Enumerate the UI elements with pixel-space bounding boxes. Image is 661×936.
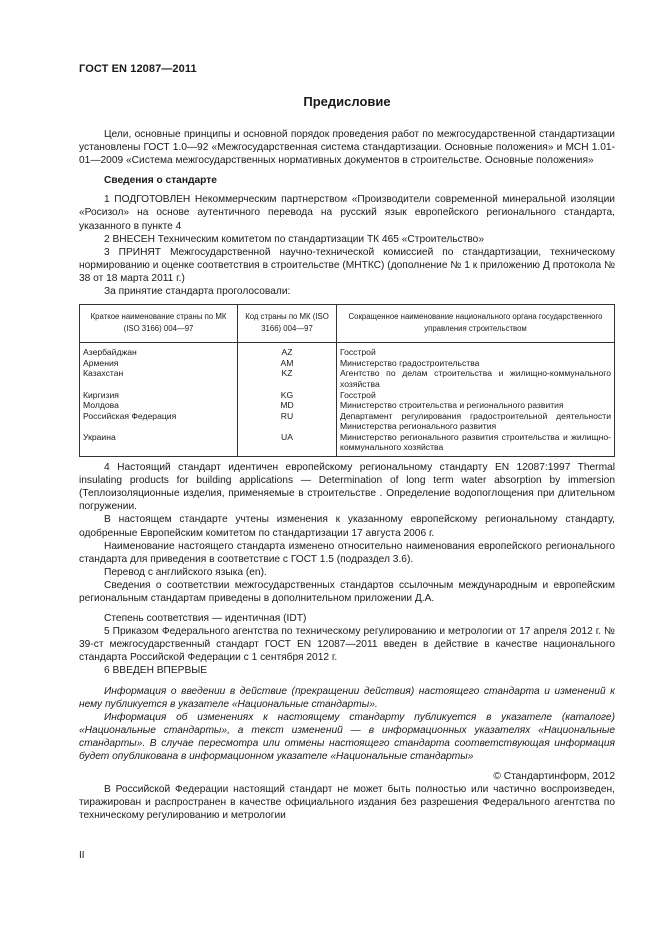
cell-country: Украина <box>80 432 238 457</box>
item-4-references: Сведения о соответствии межгосударственных стандартов ссылочным международным и европейским региональным стандартам приведены в дополнительном приложении Д.А. <box>79 579 615 604</box>
item-4-translation: Перевод с английского языка (en). <box>104 566 267 578</box>
voting-intro: За принятие стандарта проголосовали: <box>104 286 291 298</box>
table-row <box>80 432 615 457</box>
section-heading: Сведения о стандарте <box>104 175 217 187</box>
cell-code: KZ <box>238 368 337 389</box>
cell-country: Молдова <box>80 400 238 411</box>
info-paragraph-2: Информация об изменениях к настоящему стандарту публикуется в указателе (каталоге) «Национальные стандарты», а текст изменений — в информационных указателях «Национальные стандарты». В случае пересмотра или отмены настоящего стандарта соответствующая информация будет опубликована в информационном указателе «Национальные стандарты» <box>79 711 615 763</box>
table-row <box>80 411 615 432</box>
cell-code: UA <box>238 432 337 457</box>
cell-code: AZ <box>238 343 337 358</box>
cell-country: Азербайджан <box>80 343 238 358</box>
copyright-notice: © Стандартинформ, 2012 <box>493 771 615 783</box>
cell-authority: Министерство градостроительства <box>337 358 615 369</box>
header-country: Краткое наименование страны по МК (ISO 3166) 004—97 <box>80 305 238 343</box>
item-4: 4 Настоящий стандарт идентичен европейскому региональному стандарту EN 12087:1997 Thermal insulating products for building applications — Determination of long term water absorption by immersion (Теплоизоляционные изделия, применяемые в строительстве . Определение водопоглощения при длительном погружении. <box>79 462 615 513</box>
cell-country: Киргизия <box>80 390 238 401</box>
cell-code: MD <box>238 400 337 411</box>
page-number: II <box>79 850 85 861</box>
item-6: 6 ВВЕДЕН ВПЕРВЫЕ <box>104 665 208 677</box>
item-4-changes: В настоящем стандарте учтены изменения к указанному европейскому региональному стандарту, одобренные Европейским комитетом по стандартизации 17 августа 2006 г. <box>79 514 615 539</box>
info-paragraph-1: Информация о введении в действие (прекращении действия) настоящего стандарта и изменений к нему публикуется в указателе «Национальные стандарты». <box>79 685 615 710</box>
table-row <box>80 368 615 389</box>
item-3: 3 ПРИНЯТ Межгосударственной научно-технической комиссией по стандартизации, техническому нормированию и оценке соответствия в строительстве (МНТКС) (дополнение № 1 к приложению Д протокола № 38 от 18 марта 2011 г.) <box>79 246 615 284</box>
page-title: Предисловие <box>303 94 391 109</box>
cell-country: Российская Федерация <box>80 411 238 432</box>
table-row <box>80 390 615 401</box>
cell-code: AM <box>238 358 337 369</box>
voting-table <box>79 304 615 457</box>
cell-authority: Госстрой <box>337 343 615 358</box>
table-row <box>80 400 615 411</box>
cell-country: Казахстан <box>80 368 238 389</box>
degree-of-correspondence: Степень соответствия — идентичная (IDT) <box>104 613 307 625</box>
cell-authority: Министерство регионального развития строительства и жилищно-коммунального хозяйства <box>337 432 615 457</box>
cell-authority: Департамент регулирования градостроительной деятельности Министерства регионального развития <box>337 411 615 432</box>
table-row <box>80 343 615 358</box>
header-code: Код страны по МК (ISO 3166) 004—97 <box>238 305 337 343</box>
item-4-title-note: Наименование настоящего стандарта изменено относительно наименования европейского регионального стандарта для приведения в соответствие с ГОСТ 1.5 (подраздел 3.6). <box>79 540 615 565</box>
rights-notice: В Российской Федерации настоящий стандарт не может быть полностью или частично воспроизведен, тиражирован и распространен в качестве официального издания без разрешения Федерального агентства по техническому регулированию и метрологии <box>79 784 615 822</box>
header-authority: Сокращенное наименование национального органа государственного управления строительством <box>337 305 615 343</box>
item-2: 2 ВНЕСЕН Техническим комитетом по стандартизации ТК 465 «Строительство» <box>104 233 484 245</box>
cell-authority: Госстрой <box>337 390 615 401</box>
cell-code: KG <box>238 390 337 401</box>
intro-paragraph: Цели, основные принципы и основной порядок проведения работ по межгосударственной стандартизации установлены ГОСТ 1.0—92 «Межгосударственная система стандартизации. Основные положения» и МСН 1.01-01—2009 «Система межгосударственных нормативных документов в строительстве. Основные положения» <box>79 129 615 167</box>
cell-authority: Агентство по делам строительства и жилищно-коммунального хозяйства <box>337 368 615 389</box>
table-row <box>80 358 615 369</box>
standard-code-header: ГОСТ EN 12087—2011 <box>79 63 197 75</box>
item-1: 1 ПОДГОТОВЛЕН Некоммерческим партнерством «Производители современной минеральной изоляции «Росизол» на основе аутентичного перевода на русский язык европейского регионального стандарта, указанного в пункте 4 <box>79 194 615 232</box>
table-header-row <box>80 305 615 343</box>
cell-authority: Министерство строительства и регионального развития <box>337 400 615 411</box>
cell-code: RU <box>238 411 337 432</box>
cell-country: Армения <box>80 358 238 369</box>
page-content <box>79 94 615 823</box>
item-5: 5 Приказом Федерального агентства по техническому регулированию и метрологии от 17 апреля 2012 г. № 39-ст межгосударственный стандарт ГОСТ EN 12087—2011 введен в действие в качестве национального стандарта Российской Федерации с 1 сентября 2012 г. <box>79 626 615 664</box>
